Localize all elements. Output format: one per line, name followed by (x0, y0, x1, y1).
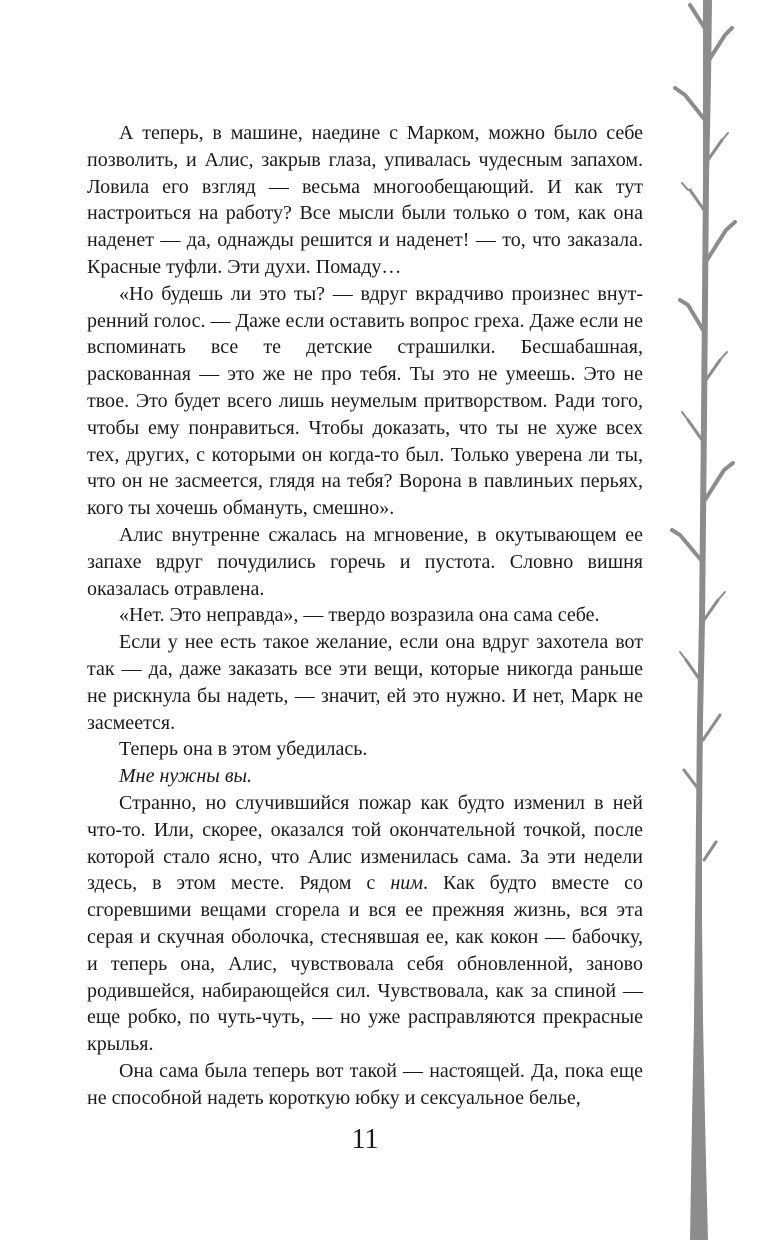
tree-branch (672, 530, 701, 560)
tree-twig (720, 352, 727, 360)
tree-twig (680, 652, 686, 660)
tree-branch (703, 715, 720, 740)
paragraph: Если у нее есть такое желание, если она вдруг захотела вот так — да, даже заказать все эти вещи, которые никогда раньше не рискнула бы надеть, — значит, ей это нужно. И нет, Марк не засмеется. (87, 631, 643, 734)
tree-twig (718, 592, 725, 600)
tree-trunk (690, 0, 712, 1240)
paragraph: Она сама была теперь вот такой — настоящей. Да, пока еще не способной надеть короткую юбку и сексуальное белье, (87, 1059, 643, 1109)
tree-branch (704, 600, 718, 620)
tree-branch (688, 420, 702, 440)
tree-branch (680, 300, 703, 330)
tree-twig (722, 133, 728, 140)
tree-branch (706, 360, 720, 380)
main-text (87, 120, 643, 1111)
emphasis-text: ним (390, 872, 423, 895)
paragraph (87, 790, 643, 1058)
tree-twig (682, 412, 688, 420)
tree-twig (682, 183, 688, 190)
paragraph-text: . Как будто вместе со сгоревшими вещами сгорела и вся ее прежняя жизнь, вся эта серая и скучная оболочка, стеснявшая ее, как кокон — бабочку, и теперь она, Алис, чувствовала себя обновленной, заново родившейся, набирающейся сил. Чувствовала, как за спиной — еще робко, по чуть-чуть, — но уже расправляются прекрасные крылья. (87, 872, 643, 1056)
paragraph: «Нет. Это неправда», — твердо возразила она сама себе. (119, 604, 600, 627)
tree-branch (705, 463, 733, 500)
paragraph: «Но будешь ли это ты? — вдруг вкрадчиво произнес внутренний голос. — Даже если оставить вопрос греха. Даже если не вспоминать все те детские страшилки. Бесшабашная, раскованная — это же не про тебя. Ты это не умеешь. Это не твое. Это будет всего лишь неумелым притворством. Ради того, чтобы ему понравиться. Чтобы доказать, что ты не хуже всех тех, других, с которыми он когда-то был. Только уверена ли ты, что он не засмеется, глядя на тебя? Ворона в павлиньих перьях, кого ты хочешь обмануть, смешно». (87, 282, 643, 520)
tree-branch (704, 842, 716, 860)
tree-branch (709, 28, 732, 60)
tree-branch (686, 660, 700, 680)
italic-paragraph: Мне нужны вы. (119, 765, 253, 788)
paragraph: Теперь она в этом убедилась. (119, 738, 368, 761)
tree-branch (690, 190, 704, 210)
tree-branch (707, 222, 735, 260)
tree-branch (675, 88, 705, 120)
paragraph: Алис внутренне сжалась на мгновение, в окутывающем ее запахе вдруг почудились горечь и пустота. Словно вишня оказалась отравлена. (87, 523, 643, 600)
page-number: 11 (351, 1124, 379, 1155)
tree-branch (708, 140, 722, 160)
paragraph: А теперь, в машине, наедине с Марком, можно было себе позволить, и Алис, закрыв глаза, упивалась чудесным запахом. Ловила его взгляд — весьма многообещающий. И как тут настроиться на работу? Все мысли были только о том, как она наденет — да, однажды решится и наденет! — то, что заказала. Красные туфли. Эти духи. Помаду… (87, 122, 643, 278)
paragraph-text: Странно, но случившийся пожар как будто изменил в ней что-то. Или, скорее, оказался той окончательной точкой, после которой стало ясно, что Алис изменилась сама. За эти недели здесь, в этом месте. Рядом с (87, 791, 643, 895)
